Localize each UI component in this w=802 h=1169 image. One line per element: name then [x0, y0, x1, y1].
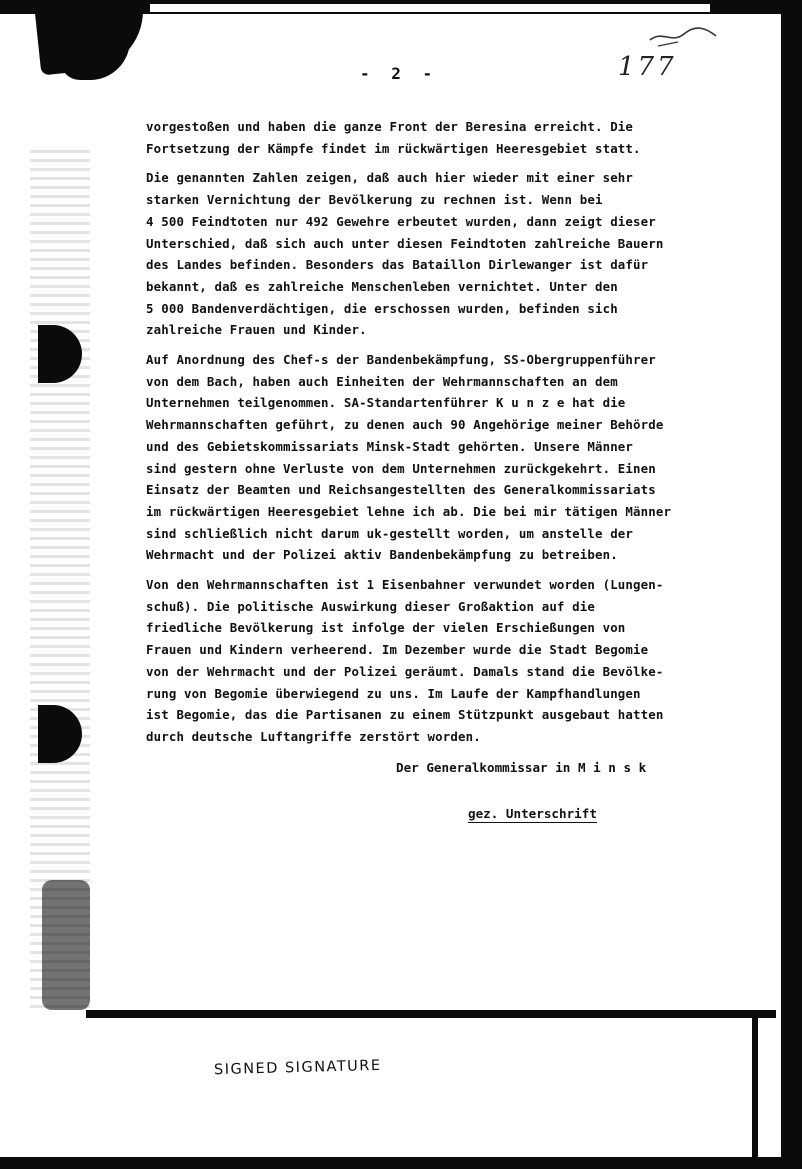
text-line: von der Wehrmacht und der Polizei geräumt. Damals stand die Bevölke- — [146, 663, 664, 679]
text-line: schuß). Die politische Auswirkung dieser Großaktion auf die — [146, 598, 595, 614]
page-number: - 2 - — [360, 64, 439, 83]
text-line: Frauen und Kindern verheerend. Im Dezember wurde die Stadt Begomie — [146, 642, 649, 658]
text-line: durch deutsche Luftangriffe zerstört worden. — [146, 728, 481, 744]
text-line: Wehrmannschaften geführt, zu denen auch 90 Angehörige meiner Behörde — [146, 417, 664, 433]
closing-organization: Der Generalkommissar in M i n s k — [396, 760, 647, 775]
paragraph — [146, 349, 770, 566]
text-line: Wehrmacht und der Polizei aktiv Bandenbekämpfung zu betreiben. — [146, 547, 618, 563]
text-line: zahlreiche Frauen und Kinder. — [146, 322, 367, 338]
handwritten-note: SIGNED SIGNATURE — [213, 1057, 382, 1079]
text-line: im rückwärtigen Heeresgebiet lehne ich ab. Die bei mir tätigen Männer — [146, 503, 672, 519]
document-body — [146, 116, 770, 756]
text-line: rung von Begomie überwiegend zu uns. Im Laufe der Kampfhandlungen — [146, 685, 641, 701]
text-line: von dem Bach, haben auch Einheiten der Wehrmannschaften an dem — [146, 373, 618, 389]
scan-blot — [60, 40, 130, 80]
scan-smudge — [42, 880, 90, 1010]
text-line: ist Begomie, das die Partisanen zu einem Stützpunkt ausgebaut hatten — [146, 707, 664, 723]
text-line: Die genannten Zahlen zeigen, daß auch hier wieder mit einer sehr — [146, 170, 634, 186]
scan-border-top-gap — [150, 4, 710, 12]
page-right-edge — [752, 1018, 758, 1158]
text-line: sind gestern ohne Verluste von dem Unternehmen zurückgekehrt. Einen — [146, 460, 656, 476]
archive-mark: 177 — [618, 52, 677, 82]
text-line: des Landes befinden. Besonders das Bataillon Dirlewanger ist dafür — [146, 257, 649, 273]
text-line: bekannt, daß es zahlreiche Menschenleben vernichtet. Unter den — [146, 278, 618, 294]
handwritten-scribble — [648, 22, 718, 48]
scan-border-bottom — [0, 1157, 802, 1169]
signature-line: gez. Unterschrift — [468, 806, 597, 821]
page-bottom-edge — [86, 1010, 776, 1018]
text-line: Auf Anordnung des Chef-s der Bandenbekämpfung, SS-Obergruppenführer — [146, 352, 656, 368]
text-line: Unterschied, daß sich auch unter diesen Feindtoten zahlreiche Bauern — [146, 235, 664, 251]
paragraph — [146, 116, 770, 159]
text-line: vorgestoßen und haben die ganze Front der Beresina erreicht. Die — [146, 119, 634, 134]
text-line: 5 000 Bandenverdächtigen, die erschossen wurden, befinden sich — [146, 300, 618, 316]
paragraph — [146, 167, 770, 341]
scan-border-right — [781, 0, 802, 1169]
text-line: Einsatz der Beamten und Reichsangestellten des Generalkommissariats — [146, 482, 656, 498]
text-line: Unternehmen teilgenommen. SA-Standartenführer K u n z e hat die — [146, 395, 626, 411]
text-line: starken Vernichtung der Bevölkerung zu rechnen ist. Wenn bei — [146, 192, 603, 208]
text-line: und des Gebietskommissariats Minsk-Stadt gehörten. Unsere Männer — [146, 438, 634, 454]
text-line: sind schließlich nicht darum uk-gestellt worden, um anstelle der — [146, 525, 634, 541]
text-line: friedliche Bevölkerung ist infolge der vielen Erschießungen von — [146, 620, 626, 636]
text-line: Fortsetzung der Kämpfe findet im rückwärtigen Heeresgebiet statt. — [146, 140, 641, 156]
text-line: Von den Wehrmannschaften ist 1 Eisenbahner verwundet worden (Lungen- — [146, 577, 664, 593]
paragraph — [146, 574, 770, 748]
text-line: 4 500 Feindtoten nur 492 Gewehre erbeutet wurden, dann zeigt dieser — [146, 213, 656, 229]
